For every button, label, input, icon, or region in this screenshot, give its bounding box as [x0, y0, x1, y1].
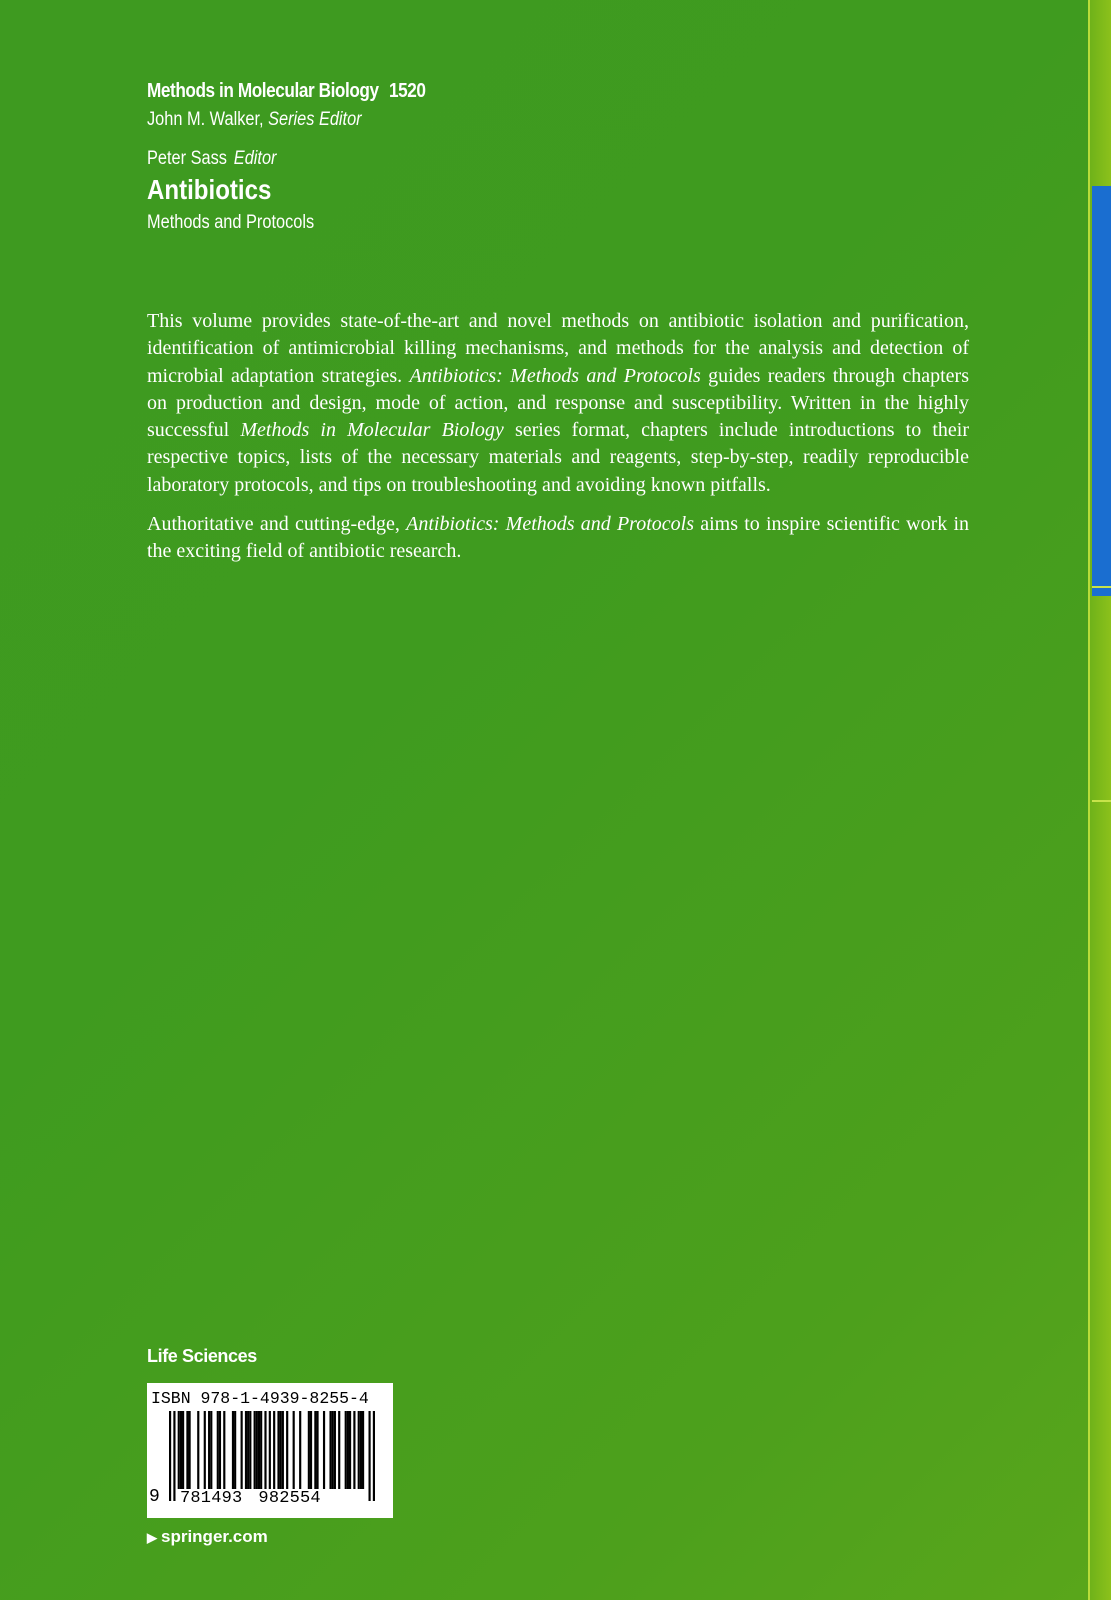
barcode-bar	[353, 1411, 355, 1489]
barcode-bar	[247, 1411, 249, 1489]
barcode-bar	[273, 1411, 275, 1501]
barcode-bar	[210, 1411, 212, 1489]
barcode-bar	[234, 1411, 236, 1489]
barcode-bar	[308, 1411, 310, 1489]
barcode-bar	[256, 1411, 258, 1489]
ean-first-digit: 9	[149, 1487, 160, 1507]
barcode-bar	[368, 1411, 370, 1501]
subject-category: Life Sciences	[147, 1346, 257, 1366]
barcode-bars	[169, 1411, 375, 1501]
barcode-bar	[280, 1411, 282, 1489]
blurb-text: Methods in Molecular Biology	[240, 419, 504, 442]
barcode-bar	[249, 1411, 251, 1489]
barcode-bar	[173, 1411, 175, 1501]
barcode-bar	[264, 1411, 266, 1489]
spine-divider	[1092, 800, 1111, 802]
publisher-url: springer.com	[161, 1527, 268, 1546]
spine-blue-tab	[1092, 186, 1111, 596]
barcode-bar	[345, 1411, 347, 1489]
barcode-bar	[277, 1411, 279, 1489]
barcode-bar	[169, 1411, 171, 1501]
barcode-bar	[310, 1411, 312, 1489]
barcode-bar	[286, 1411, 288, 1489]
barcode-bar	[208, 1411, 210, 1489]
barcode-bar	[299, 1411, 301, 1489]
isbn-barcode	[147, 1383, 393, 1518]
barcode-bar	[219, 1411, 221, 1489]
blurb-text: aims to inspire scientific work in the exciting field of antibiotic research.	[147, 513, 969, 563]
triangle-right-icon: ▶	[147, 1530, 157, 1545]
series-name: Methods in Molecular Biology	[147, 80, 379, 102]
barcode-bar	[338, 1411, 340, 1489]
barcode-bar	[178, 1411, 180, 1489]
barcode-bar	[254, 1411, 256, 1489]
barcode-bar	[360, 1411, 362, 1489]
barcode-bar	[260, 1411, 262, 1489]
barcode-bar	[197, 1411, 199, 1489]
isbn-number: ISBN 978-1-4939-8255-4	[151, 1389, 369, 1408]
barcode-bar	[232, 1411, 234, 1489]
blurb-text: Antibiotics: Methods and Protocols	[409, 364, 701, 387]
barcode-bar	[362, 1411, 364, 1489]
editor-name: Peter Sass	[147, 148, 227, 169]
barcode-bar	[329, 1411, 331, 1489]
editor-role: Editor	[233, 148, 277, 169]
spine-divider	[1092, 586, 1111, 588]
series-editor-name: John M. Walker,	[147, 109, 264, 130]
barcode-bar	[334, 1411, 336, 1489]
barcode-bar	[349, 1411, 351, 1489]
barcode-bar	[316, 1411, 318, 1489]
series-title	[147, 80, 426, 103]
barcode-bar	[373, 1411, 375, 1501]
blurb-text: Antibiotics: Methods and Protocols	[406, 513, 694, 536]
barcode-bar	[293, 1411, 295, 1489]
blurb-text: guides readers through chapters on production and design, mode of action, and response and susceptibility. Written in the highly successful	[147, 364, 969, 442]
ean-right-group: 982554	[258, 1489, 321, 1508]
ean-left-group: 781493	[180, 1489, 243, 1508]
series-editor	[147, 109, 426, 131]
blurb-paragraph	[147, 308, 969, 499]
barcode-bar	[245, 1411, 247, 1489]
barcode-bar	[217, 1411, 219, 1489]
barcode-bar	[204, 1411, 206, 1489]
barcode-bar	[269, 1411, 271, 1501]
publisher-link[interactable]	[147, 1527, 268, 1547]
barcode-bar	[358, 1411, 360, 1489]
barcode-bar	[180, 1411, 182, 1489]
blurb-text: This volume provides state-of-the-art and novel methods on antibiotic isolation and purification, identification of antimicrobial killing mechanisms, and methods for the analysis and detection of microbial adaptation strategies.	[147, 310, 969, 387]
book-title: Antibiotics	[147, 174, 272, 205]
ean-digits	[173, 1489, 373, 1508]
barcode-bar	[314, 1411, 316, 1489]
cover-header	[147, 80, 471, 234]
barcode-bar	[186, 1411, 188, 1489]
volume-editor	[147, 148, 426, 170]
blurb-paragraph	[147, 511, 969, 566]
barcode-bar	[189, 1411, 191, 1489]
barcode-bar	[347, 1411, 349, 1489]
blurb-text: series format, chapters include introductions to their respective topics, lists of the necessary materials and reagents, step-by-step, readily reproducible laboratory protocols, and tips on troubleshooting and avoiding known pitfalls.	[147, 419, 970, 496]
barcode-bar	[223, 1411, 225, 1489]
barcode-bar	[258, 1411, 260, 1489]
blurb-text: Authoritative and cutting-edge,	[147, 513, 407, 536]
series-number: 1520	[388, 80, 426, 102]
series-editor-role: Series Editor	[268, 109, 362, 130]
barcode-bar	[241, 1411, 243, 1489]
book-subtitle: Methods and Protocols	[147, 212, 315, 233]
barcode-bar	[282, 1411, 284, 1489]
barcode-bar	[332, 1411, 334, 1489]
description-blurb	[147, 308, 969, 578]
barcode-bar	[323, 1411, 325, 1489]
barcode-bar	[182, 1411, 184, 1489]
